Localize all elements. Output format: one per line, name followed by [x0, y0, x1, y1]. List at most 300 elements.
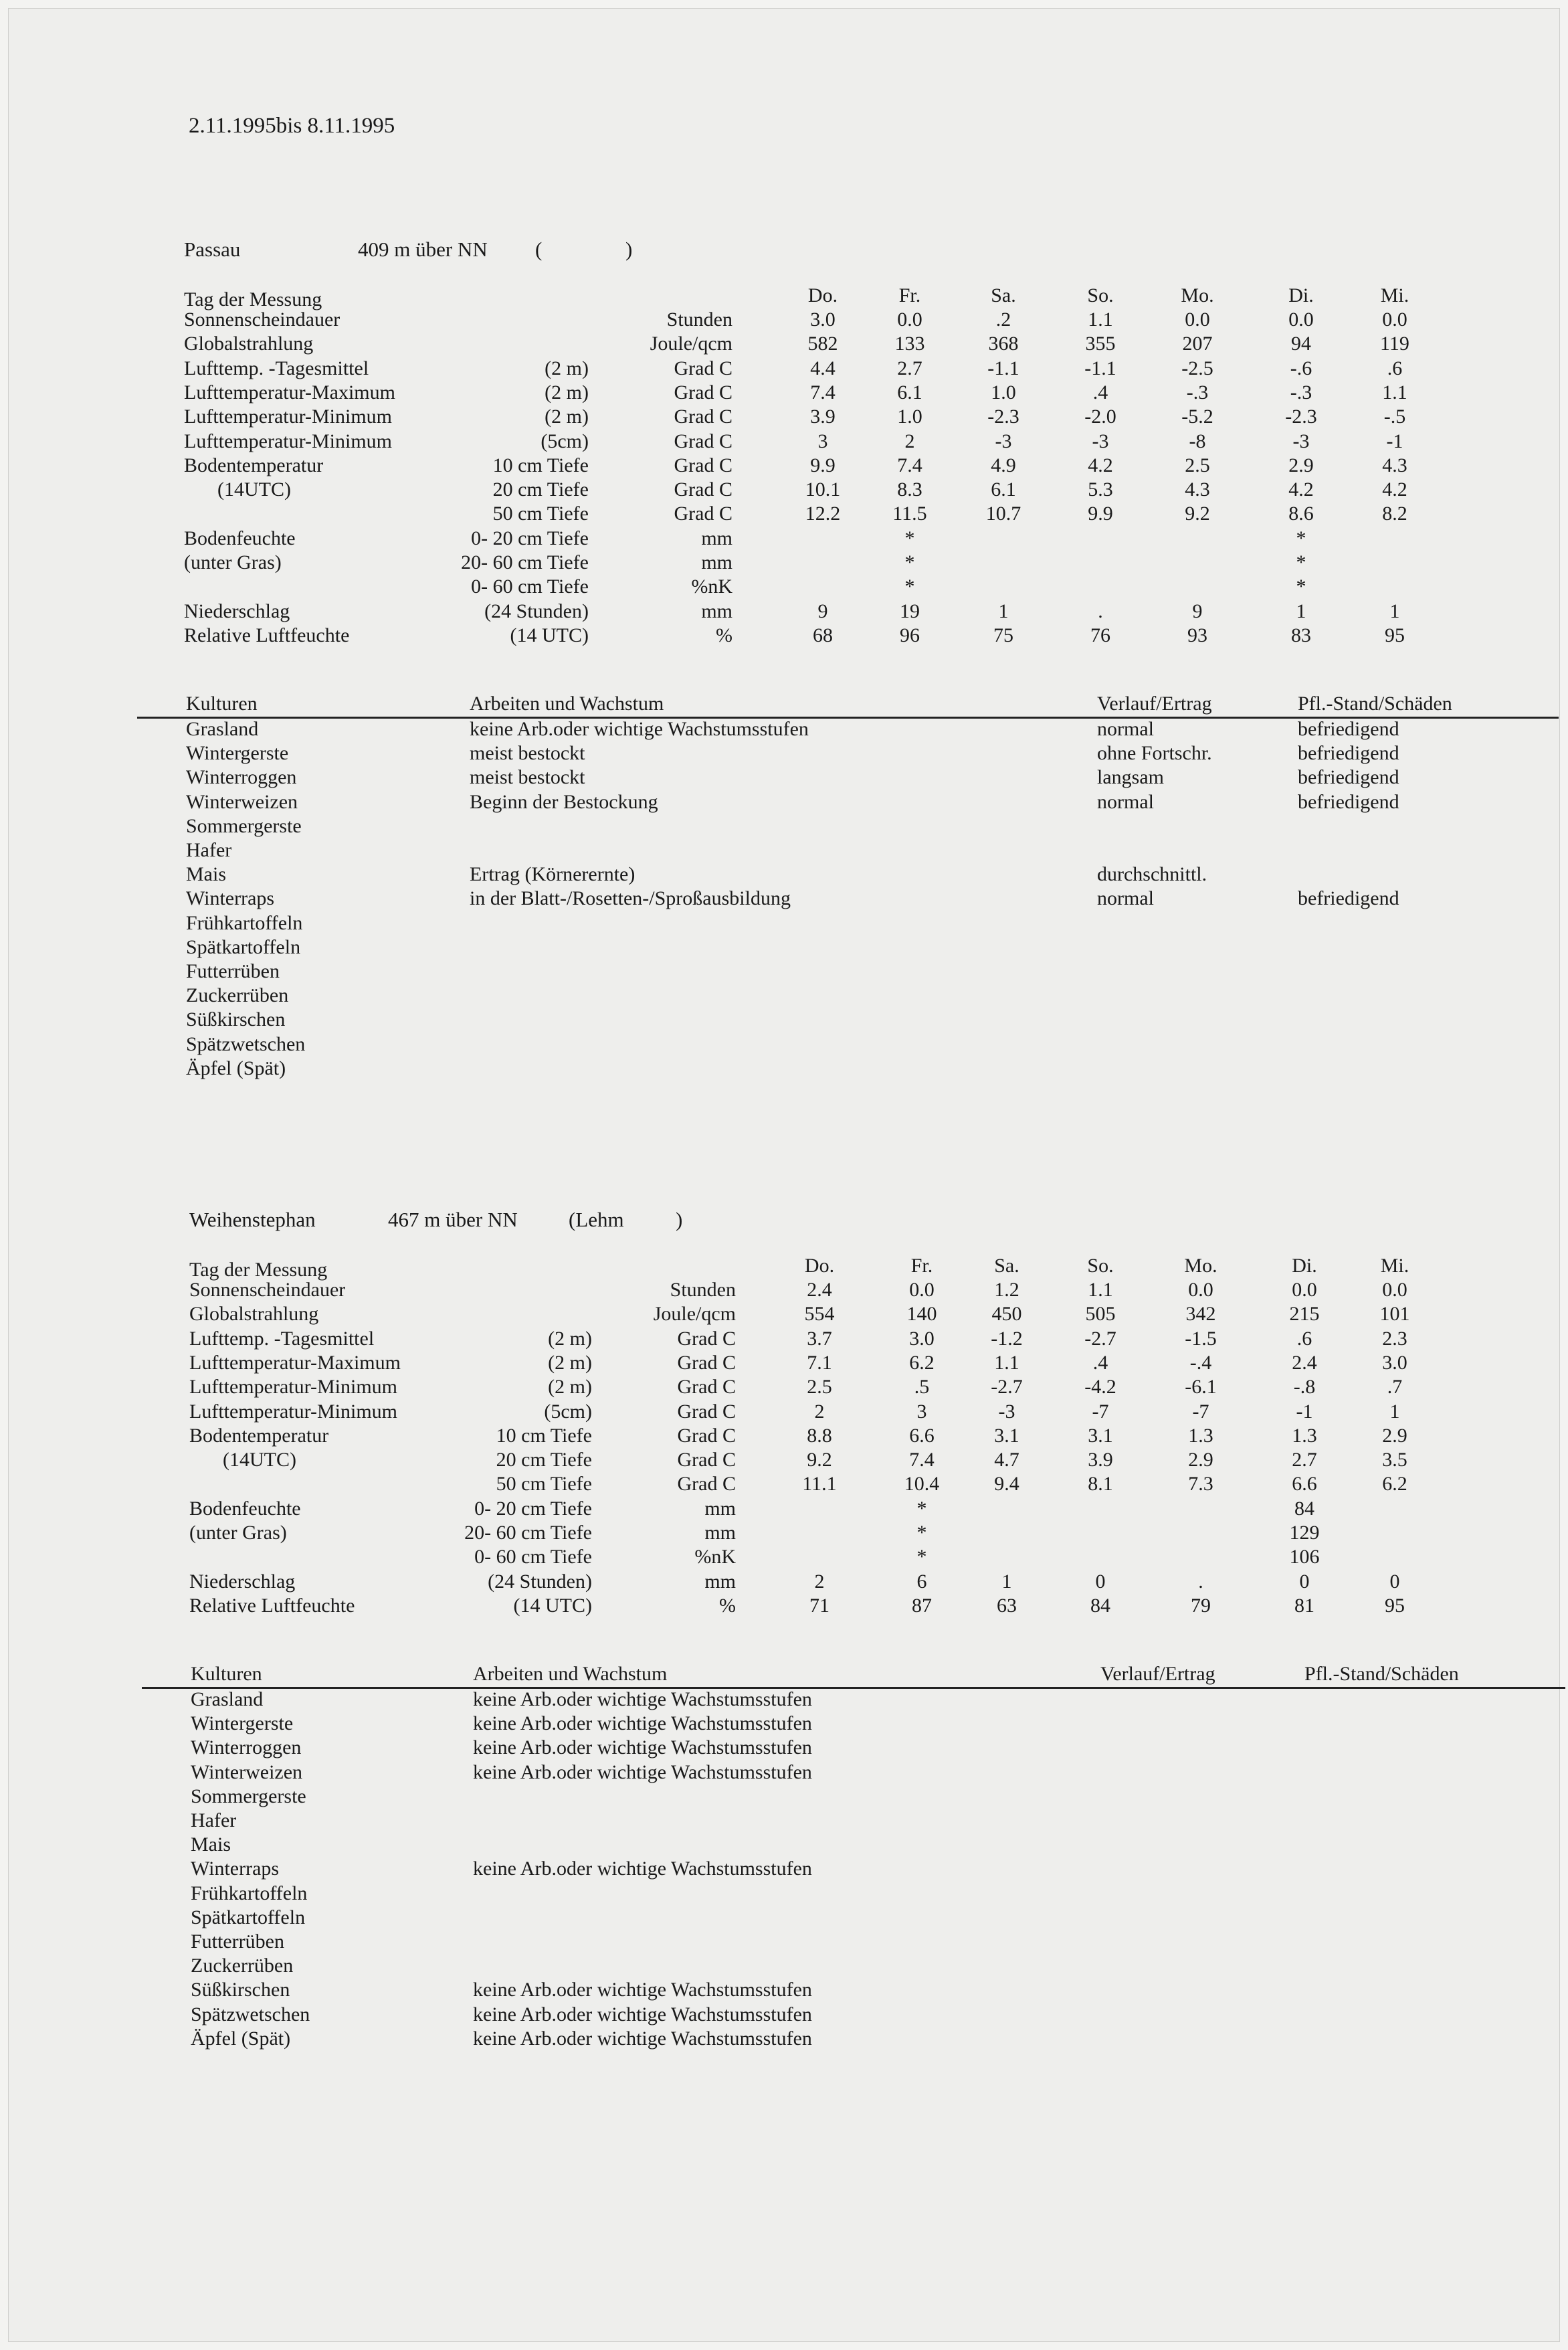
measure-value: 2.9	[1288, 454, 1314, 476]
crop-row	[0, 791, 1568, 815]
measure-value: 140	[906, 1303, 937, 1326]
crop-row	[0, 742, 1568, 766]
measure-value: *	[904, 551, 915, 573]
measure-value: 4.4	[810, 357, 836, 379]
measure-value: 2.3	[1382, 1327, 1407, 1350]
crop-row	[0, 1906, 1568, 1930]
measure-value: -7	[1092, 1400, 1109, 1423]
crop-work: keine Arb.oder wichtige Wachstumsstufen	[473, 1979, 812, 2001]
measure-value: 3.1	[994, 1424, 1019, 1447]
measure-modifier: (14 UTC)	[513, 1594, 592, 1617]
crop-row	[0, 1858, 1568, 1882]
weather-row	[0, 600, 1568, 624]
measure-label: Relative Luftfeuchte	[189, 1594, 355, 1617]
measure-value: 0.0	[1382, 1279, 1407, 1301]
station-soil-close: )	[625, 238, 633, 261]
measure-value: 9.9	[810, 454, 836, 476]
measure-unit: Grad C	[677, 1424, 736, 1447]
measure-value: 0.0	[1292, 1279, 1317, 1301]
measure-label: Sonnenscheindauer	[184, 308, 340, 331]
crop-name: Winterroggen	[186, 766, 297, 789]
measure-value: -1	[1296, 1400, 1313, 1423]
measure-value: 1	[1296, 600, 1306, 622]
measure-value: 71	[809, 1594, 829, 1617]
crop-name: Süßkirschen	[191, 1979, 290, 2001]
measure-value: 7.4	[909, 1449, 935, 1471]
measure-modifier: 10 cm Tiefe	[496, 1424, 592, 1447]
measure-value: 3.0	[810, 308, 836, 331]
measure-value: *	[1296, 575, 1306, 598]
crop-name: Zuckerrüben	[186, 984, 289, 1007]
measure-modifier: 10 cm Tiefe	[492, 454, 589, 476]
measure-unit: Grad C	[674, 357, 732, 379]
measure-value: 119	[1380, 333, 1409, 355]
crop-name: Wintergerste	[186, 742, 289, 765]
measure-value: 554	[804, 1303, 835, 1326]
report-date-range: 2.11.1995bis 8.11.1995	[189, 114, 395, 138]
measure-modifier: (14 UTC)	[510, 624, 589, 646]
measure-label: Globalstrahlung	[189, 1303, 319, 1326]
measure-value: 2.4	[807, 1279, 832, 1301]
measure-value: .4	[1092, 1351, 1108, 1374]
measure-value: .7	[1387, 1376, 1403, 1398]
crop-work: in der Blatt-/Rosetten-/Sproßausbildung	[470, 887, 791, 910]
measure-unit: mm	[701, 600, 732, 622]
weather-row	[0, 357, 1568, 381]
measure-value: 6.1	[991, 478, 1016, 501]
crop-work: keine Arb.oder wichtige Wachstumsstufen	[473, 2003, 812, 2025]
measure-value: 1	[998, 600, 1009, 622]
day-header: Mi.	[1380, 284, 1409, 306]
measure-value: -.5	[1383, 405, 1406, 428]
measure-value: 7.4	[897, 454, 922, 476]
crop-work: keine Arb.oder wichtige Wachstumsstufen	[470, 718, 809, 740]
measure-value: 1	[1389, 1400, 1400, 1423]
crop-row	[0, 2003, 1568, 2027]
crop-name: Süßkirschen	[186, 1008, 286, 1031]
measure-value: 1.2	[994, 1279, 1019, 1301]
crop-name: Spätkartoffeln	[186, 935, 301, 958]
measure-modifier: (5cm)	[541, 430, 589, 452]
measure-value: 0.0	[909, 1279, 935, 1301]
weather-row	[0, 1449, 1568, 1473]
measure-value: -3	[995, 430, 1012, 452]
measure-value: 2.9	[1188, 1449, 1213, 1471]
measure-value: *	[1296, 527, 1306, 549]
measure-unit: Stunden	[670, 1279, 736, 1301]
measure-value: 1.1	[1088, 1279, 1113, 1301]
measure-unit: %	[716, 624, 732, 646]
measure-value: 11.1	[802, 1473, 837, 1496]
crop-condition: befriedigend	[1298, 742, 1399, 765]
measure-value: 1	[1001, 1570, 1012, 1593]
measure-label: Niederschlag	[184, 600, 290, 622]
measure-value: .5	[914, 1376, 930, 1398]
measure-modifier: (5cm)	[544, 1400, 592, 1423]
measure-label: Niederschlag	[189, 1570, 296, 1593]
weather-row	[0, 575, 1568, 600]
measure-label: (unter Gras)	[184, 551, 282, 573]
crop-row	[0, 887, 1568, 911]
crop-row	[0, 912, 1568, 936]
crop-row	[0, 1809, 1568, 1833]
measure-unit: Grad C	[677, 1449, 736, 1471]
crop-work: keine Arb.oder wichtige Wachstumsstufen	[473, 1858, 812, 1880]
measure-value: 4.7	[994, 1449, 1019, 1471]
measure-value: 4.3	[1185, 478, 1210, 501]
measure-label: (unter Gras)	[189, 1522, 287, 1544]
measure-value: 7.3	[1188, 1473, 1213, 1496]
crop-name: Sommergerste	[186, 814, 302, 837]
measure-value: 1.3	[1188, 1424, 1213, 1447]
measure-value: 355	[1085, 333, 1116, 355]
measure-label: Lufttemperatur-Maximum	[184, 381, 395, 403]
measure-value: -6.1	[1185, 1376, 1217, 1398]
weather-row	[0, 1376, 1568, 1400]
crop-name: Frühkartoffeln	[191, 1882, 308, 1904]
measure-value: 207	[1182, 333, 1213, 355]
weather-row	[0, 454, 1568, 478]
measure-value: 1.3	[1292, 1424, 1317, 1447]
measure-value: 7.4	[810, 381, 836, 403]
measure-unit: Grad C	[677, 1327, 736, 1350]
measure-value: *	[904, 575, 915, 598]
measure-value: 9	[817, 600, 828, 622]
weather-row	[0, 381, 1568, 405]
crop-row	[0, 1761, 1568, 1785]
crop-row	[0, 1057, 1568, 1081]
measure-value: 0	[1299, 1570, 1310, 1593]
measure-label: Lufttemperatur-Minimum	[184, 430, 392, 452]
weather-row	[0, 527, 1568, 551]
measure-value: 6.2	[909, 1351, 935, 1374]
measure-unit: Grad C	[674, 381, 732, 403]
measure-value: 68	[813, 624, 833, 646]
crop-name: Spätkartoffeln	[191, 1906, 306, 1928]
header-verlauf: Verlauf/Ertrag	[1100, 1663, 1215, 1685]
measure-unit: mm	[704, 1522, 736, 1544]
measure-value: 93	[1187, 624, 1207, 646]
crop-row	[0, 1785, 1568, 1809]
crops-header-row	[0, 1663, 1568, 1687]
crop-name: Grasland	[186, 718, 259, 740]
measure-value: -7	[1192, 1400, 1209, 1423]
measure-value: 2	[814, 1400, 825, 1423]
station-soil-open: (Lehm	[569, 1208, 624, 1231]
crop-name: Futterrüben	[186, 960, 280, 982]
weather-row	[0, 1328, 1568, 1352]
measure-value: 8.1	[1088, 1473, 1113, 1496]
day-header: Di.	[1288, 284, 1314, 306]
measure-value: 4.2	[1288, 478, 1314, 501]
measure-value: 10.4	[904, 1473, 940, 1496]
measure-value: -3	[1292, 430, 1310, 452]
crop-name: Mais	[186, 863, 226, 886]
weather-row	[0, 1303, 1568, 1327]
crop-row	[0, 1688, 1568, 1712]
measure-value: -.3	[1290, 381, 1312, 403]
weather-row	[0, 1425, 1568, 1449]
crop-name: Spätzwetschen	[191, 2003, 310, 2025]
measure-value: 3.0	[909, 1327, 935, 1350]
measure-value: 0.0	[897, 308, 922, 331]
measure-value: 84	[1090, 1594, 1110, 1617]
measure-value: -2.3	[987, 405, 1019, 428]
crop-row	[0, 1882, 1568, 1906]
days-label: Tag der Messung	[189, 1259, 328, 1281]
measure-value: 3	[916, 1400, 927, 1423]
measure-value: -.8	[1293, 1376, 1316, 1398]
measure-unit: %	[719, 1594, 736, 1617]
crop-name: Zuckerrüben	[191, 1955, 294, 1977]
measure-label: Lufttemperatur-Minimum	[189, 1400, 397, 1423]
measure-value: 2.5	[807, 1376, 832, 1398]
measure-value: 1.1	[994, 1351, 1019, 1374]
measure-value: -2.7	[991, 1376, 1023, 1398]
crop-name: Hafer	[191, 1809, 237, 1831]
measure-value: 79	[1191, 1594, 1211, 1617]
crop-name: Hafer	[186, 839, 232, 861]
measure-unit: Grad C	[674, 454, 732, 476]
measure-value: 3.7	[807, 1327, 832, 1350]
station-elevation: 467 m über NN	[388, 1208, 518, 1231]
crop-name: Frühkartoffeln	[186, 911, 303, 934]
measure-value: -1.5	[1185, 1327, 1217, 1350]
measure-unit: %nK	[691, 575, 732, 598]
measure-unit: Grad C	[677, 1376, 736, 1398]
weather-row	[0, 1546, 1568, 1570]
measure-modifier: 20 cm Tiefe	[496, 1449, 592, 1471]
measure-value: 6	[916, 1570, 927, 1593]
measure-value: .6	[1387, 357, 1403, 379]
weather-row	[0, 503, 1568, 527]
weather-row	[0, 551, 1568, 575]
crop-progress: langsam	[1097, 766, 1164, 789]
day-header: Fr.	[898, 284, 921, 306]
weather-row	[0, 1473, 1568, 1497]
weather-row	[0, 333, 1568, 357]
measure-unit: Grad C	[674, 430, 732, 452]
measure-modifier: (24 Stunden)	[488, 1570, 592, 1593]
measure-value: *	[916, 1497, 927, 1520]
crop-row	[0, 1955, 1568, 1979]
day-header: So.	[1087, 284, 1114, 306]
measure-modifier: 20 cm Tiefe	[492, 478, 589, 501]
station-soil-open: (	[535, 238, 543, 261]
measure-value: 7.1	[807, 1351, 832, 1374]
measure-modifier: (2 m)	[548, 1327, 592, 1350]
header-kulturen: Kulturen	[191, 1663, 262, 1685]
measure-value: 19	[900, 600, 920, 622]
measure-modifier: (2 m)	[545, 381, 589, 403]
day-header: So.	[1087, 1255, 1114, 1277]
crop-row	[0, 1712, 1568, 1736]
crop-name: Grasland	[191, 1688, 264, 1710]
crop-row	[0, 1736, 1568, 1760]
measure-value: 9	[1192, 600, 1203, 622]
measure-value: 3.1	[1088, 1424, 1113, 1447]
crop-condition: befriedigend	[1298, 766, 1399, 789]
measure-value: .	[1098, 600, 1103, 622]
crop-work: Beginn der Bestockung	[470, 790, 658, 813]
measure-value: 0.0	[1288, 308, 1314, 331]
measure-value: 63	[997, 1594, 1017, 1617]
measure-value: 582	[807, 333, 838, 355]
measure-value: 6.1	[897, 381, 922, 403]
measure-value: 2.5	[1185, 454, 1210, 476]
measure-value: 3.9	[1088, 1449, 1113, 1471]
measure-value: 9.2	[1185, 503, 1210, 525]
crop-name: Winterroggen	[191, 1736, 302, 1759]
crop-name: Winterweizen	[191, 1760, 303, 1783]
measure-value: 9.2	[807, 1449, 832, 1471]
weather-row	[0, 1400, 1568, 1425]
crop-row	[0, 863, 1568, 887]
measure-value: .	[1198, 1570, 1203, 1593]
day-header: Do.	[804, 1255, 835, 1277]
days-label: Tag der Messung	[184, 288, 322, 310]
header-pflstand: Pfl.-Stand/Schäden	[1298, 693, 1452, 715]
crop-progress: ohne Fortschr.	[1097, 742, 1212, 765]
crop-row	[0, 984, 1568, 1008]
crop-row	[0, 815, 1568, 839]
station-elevation: 409 m über NN	[358, 238, 488, 261]
header-pflstand: Pfl.-Stand/Schäden	[1304, 1663, 1459, 1685]
measure-label: Sonnenscheindauer	[189, 1279, 346, 1301]
crop-row	[0, 839, 1568, 863]
measure-value: 0.0	[1382, 308, 1407, 331]
crop-row	[0, 936, 1568, 960]
measure-label: Lufttemp. -Tagesmittel	[189, 1327, 375, 1350]
day-header: Fr.	[910, 1255, 933, 1277]
measure-value: 81	[1294, 1594, 1314, 1617]
measure-value: 96	[900, 624, 920, 646]
crop-row	[0, 1979, 1568, 2003]
station-name: Passau	[184, 238, 241, 261]
measure-value: -2.5	[1181, 357, 1213, 379]
crop-work: keine Arb.oder wichtige Wachstumsstufen	[473, 1736, 812, 1759]
crop-name: Winterraps	[191, 1858, 280, 1880]
crop-work: Ertrag (Körnerernte)	[470, 863, 635, 886]
crop-row	[0, 1008, 1568, 1032]
measure-value: *	[904, 527, 915, 549]
measure-value: -1	[1386, 430, 1403, 452]
measure-value: 8.6	[1288, 503, 1314, 525]
weather-row	[0, 430, 1568, 454]
crop-row	[0, 2027, 1568, 2052]
measure-label: Relative Luftfeuchte	[184, 624, 350, 646]
station-name: Weihenstephan	[189, 1208, 316, 1231]
measure-value: .6	[1296, 1327, 1312, 1350]
crop-name: Spätzwetschen	[186, 1032, 306, 1055]
day-header: Mo.	[1184, 1255, 1217, 1277]
measure-value: 10.1	[805, 478, 841, 501]
measure-value: *	[916, 1522, 927, 1544]
measure-label: Globalstrahlung	[184, 333, 314, 355]
measure-unit: Grad C	[677, 1351, 736, 1374]
crop-name: Futterrüben	[191, 1930, 284, 1953]
measure-unit: mm	[701, 551, 732, 573]
measure-unit: Joule/qcm	[650, 333, 732, 355]
crop-progress: normal	[1097, 718, 1154, 740]
measure-value: 4.2	[1382, 478, 1407, 501]
measure-unit: mm	[701, 527, 732, 549]
day-header: Do.	[807, 284, 838, 306]
day-header: Sa.	[991, 284, 1016, 306]
crop-name: Winterraps	[186, 887, 275, 910]
measure-value: 2	[904, 430, 915, 452]
measure-value: -8	[1189, 430, 1206, 452]
weather-row	[0, 405, 1568, 430]
weather-row	[0, 1522, 1568, 1546]
measure-value: -.3	[1186, 381, 1209, 403]
measure-value: 1.0	[991, 381, 1016, 403]
measure-value: 0	[1095, 1570, 1106, 1593]
measure-label: Lufttemperatur-Minimum	[184, 405, 392, 428]
header-kulturen: Kulturen	[186, 693, 258, 715]
station-soil-close: )	[676, 1208, 683, 1231]
measure-value: 3	[817, 430, 828, 452]
measure-label: Lufttemperatur-Minimum	[189, 1376, 397, 1398]
measure-value: 84	[1294, 1497, 1314, 1520]
crop-progress: normal	[1097, 887, 1154, 910]
measure-modifier: 0- 60 cm Tiefe	[474, 1546, 592, 1568]
measure-value: 5.3	[1088, 478, 1113, 501]
measure-value: 1.1	[1088, 308, 1113, 331]
measure-value: 9.9	[1088, 503, 1113, 525]
header-arbeiten: Arbeiten und Wachstum	[473, 1663, 668, 1685]
measure-value: -2.0	[1084, 405, 1116, 428]
measure-value: 8.2	[1382, 503, 1407, 525]
measure-modifier: 50 cm Tiefe	[496, 1473, 592, 1496]
measure-label: Bodenfeuchte	[189, 1497, 301, 1520]
measure-modifier: 0- 60 cm Tiefe	[471, 575, 589, 598]
measure-value: -.6	[1290, 357, 1312, 379]
measure-value: 106	[1289, 1546, 1320, 1568]
measure-value: 450	[991, 1303, 1022, 1326]
crops-header-row	[0, 693, 1568, 717]
measure-value: -3	[1092, 430, 1109, 452]
measure-value: -5.2	[1181, 405, 1213, 428]
measure-value: 129	[1289, 1522, 1320, 1544]
crop-row	[0, 1033, 1568, 1057]
crop-progress: normal	[1097, 790, 1154, 813]
measure-value: 4.9	[991, 454, 1016, 476]
measure-value: 101	[1379, 1303, 1410, 1326]
measure-modifier: 0- 20 cm Tiefe	[471, 527, 589, 549]
crop-name: Winterweizen	[186, 790, 298, 813]
measure-value: 3.0	[1382, 1351, 1407, 1374]
crop-row	[0, 766, 1568, 790]
measure-value: 87	[912, 1594, 932, 1617]
crop-work: keine Arb.oder wichtige Wachstumsstufen	[473, 1688, 812, 1710]
crop-row	[0, 1833, 1568, 1858]
crop-name: Wintergerste	[191, 1712, 294, 1735]
measure-value: 2.7	[1292, 1449, 1317, 1471]
measure-value: 1	[1389, 600, 1400, 622]
measure-value: 4.2	[1088, 454, 1113, 476]
measure-value: 2	[814, 1570, 825, 1593]
crop-row	[0, 960, 1568, 984]
measure-modifier: (2 m)	[545, 405, 589, 428]
crop-work: keine Arb.oder wichtige Wachstumsstufen	[473, 2027, 812, 2050]
measure-value: 10.7	[985, 503, 1021, 525]
measure-value: -4.2	[1084, 1376, 1116, 1398]
measure-label: Bodenfeuchte	[184, 527, 296, 549]
day-header: Mo.	[1181, 284, 1214, 306]
measure-value: -2.3	[1285, 405, 1317, 428]
measure-value: 0.0	[1185, 308, 1210, 331]
